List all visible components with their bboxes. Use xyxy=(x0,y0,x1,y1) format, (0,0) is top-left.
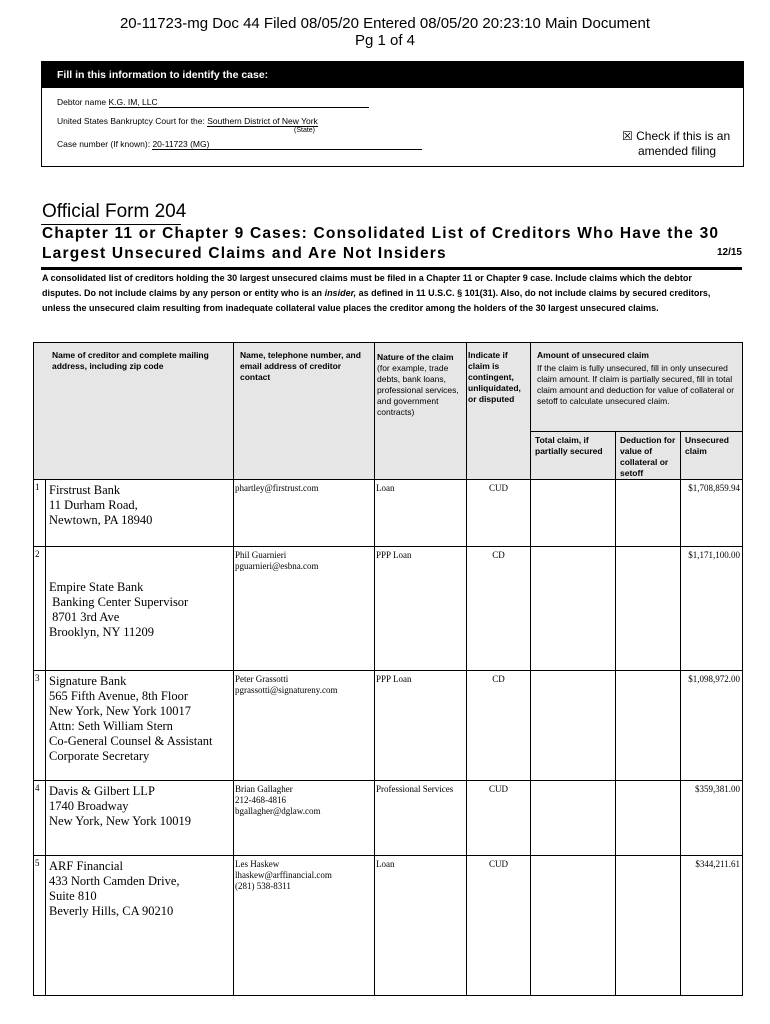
total-claim xyxy=(531,856,616,996)
table-row xyxy=(34,547,743,671)
total-claim xyxy=(531,781,616,856)
header-nature-bold: Nature of the claim xyxy=(377,352,454,362)
header-contact: Name, telephone number, and email address of creditor contact xyxy=(234,343,375,480)
creditor-address: ARF Financial 433 North Camden Drive, Suite 810 Beverly Hills, CA 90210 xyxy=(46,856,234,996)
creditor-address: Empire State Bank Banking Center Supervisor 8701 3rd Ave Brooklyn, NY 11209 xyxy=(46,547,234,671)
claim-indicator: CD xyxy=(467,671,531,781)
claim-nature: PPP Loan xyxy=(375,671,467,781)
claim-nature: PPP Loan xyxy=(375,547,467,671)
row-number: 5 xyxy=(34,856,46,996)
header-amount-title: Amount of unsecured claim xyxy=(537,350,649,360)
table-row xyxy=(34,480,743,547)
creditor-contact: Les Haskew lhaskew@arffinancial.com (281) 538-8311 xyxy=(234,856,375,996)
unsecured-claim: $1,708,859.94 xyxy=(681,480,743,547)
claim-indicator: CUD xyxy=(467,856,531,996)
case-number-value: 20-11723 (MG) xyxy=(152,139,422,150)
header-unsecured: Unsecured claim xyxy=(681,432,743,480)
unsecured-claim: $359,381.00 xyxy=(681,781,743,856)
form-name: Official Form 204 xyxy=(42,201,187,222)
header-amount-desc: If the claim is fully unsecured, fill in only unsecured claim amount. If claim is partially secured, fill in total claim amount and deduction for value of collateral or setoff to calculate unsecured claim. xyxy=(537,363,735,406)
intro-paragraph xyxy=(42,271,730,316)
claim-indicator: CUD xyxy=(467,781,531,856)
debtor-name-field xyxy=(57,97,369,108)
case-info-heading: Fill in this information to identify the case: xyxy=(42,62,743,88)
total-claim xyxy=(531,671,616,781)
title-line-2: Largest Unsecured Claims and Are Not Insiders xyxy=(42,245,447,262)
intro-insider: insider, xyxy=(324,288,357,298)
table-row xyxy=(34,781,743,856)
unsecured-claim: $1,171,100.00 xyxy=(681,547,743,671)
form-version: 12/15 xyxy=(716,247,742,258)
creditor-address: Firstrust Bank 11 Durham Road, Newtown, PA 18940 xyxy=(46,480,234,547)
case-number-field xyxy=(57,139,422,150)
deduction xyxy=(616,856,681,996)
header-amount xyxy=(531,343,743,432)
row-number: 2 xyxy=(34,547,46,671)
intro-text-a: A consolidated list of creditors holding the 30 largest unsecured claims must be filed in a Chapter 11 or Chapter 9 case. Include claims which the debtor disputes. Do not include claims by any person or entity who is an xyxy=(42,273,692,298)
page-number: Pg 1 of 4 xyxy=(354,32,416,49)
claim-indicator: CUD xyxy=(467,480,531,547)
header-deduction: Deduction for value of collateral or setoff xyxy=(616,432,681,480)
claim-nature: Loan xyxy=(375,480,467,547)
claim-indicator: CD xyxy=(467,547,531,671)
total-claim xyxy=(531,480,616,547)
deduction xyxy=(616,781,681,856)
header-creditor: Name of creditor and complete mailing address, including zip code xyxy=(34,343,234,480)
creditor-address: Davis & Gilbert LLP 1740 Broadway New York, New York 10019 xyxy=(46,781,234,856)
creditor-contact: phartley@firstrust.com xyxy=(234,480,375,547)
header-indicate: Indicate if claim is contingent, unliquidated, or disputed xyxy=(467,343,531,480)
case-number-label: Case number (If known): xyxy=(57,139,153,149)
unsecured-claim: $344,211.61 xyxy=(681,856,743,996)
title-line-1: Chapter 11 or Chapter 9 Cases: Consolidated List of Creditors Who Have the 30 xyxy=(42,225,720,242)
creditor-contact: Brian Gallagher 212-468-4816 bgallagher@dglaw.com xyxy=(234,781,375,856)
row-number: 3 xyxy=(34,671,46,781)
creditor-contact: Phil Guarnieri pguarnieri@esbna.com xyxy=(234,547,375,671)
amended-line1: Check if this is an xyxy=(636,129,731,143)
state-hint: (State) xyxy=(294,127,316,134)
row-number: 1 xyxy=(34,480,46,547)
claim-nature: Professional Services xyxy=(375,781,467,856)
unsecured-claim: $1,098,972.00 xyxy=(681,671,743,781)
checkbox-checked-icon[interactable]: ☒ xyxy=(622,129,633,143)
debtor-name-label: Debtor name xyxy=(57,97,109,107)
intro-text-b: as defined in 11 U.S.C. § 101(31). Also, do not include claims by secured creditors, unless the unsecured claim resulting from inadequate collateral value places the creditor among the holders of the 30 largest unsecured claims. xyxy=(42,288,711,313)
form-main-title xyxy=(42,224,742,264)
table-row xyxy=(34,856,743,996)
court-label: United States Bankruptcy Court for the: xyxy=(57,116,208,126)
court-value: Southern District of New York xyxy=(207,116,318,126)
creditor-address: Signature Bank 565 Fifth Avenue, 8th Floor New York, New York 10017 Attn: Seth William Stern Co-General Counsel & Assistant Corporate Secretary xyxy=(46,671,234,781)
row-number: 4 xyxy=(34,781,46,856)
claim-nature: Loan xyxy=(375,856,467,996)
filing-header-line: 20-11723-mg Doc 44 Filed 08/05/20 Entered 08/05/20 20:23:10 Main Document xyxy=(119,15,651,32)
amended-line2: amended filing xyxy=(638,144,717,158)
creditor-contact: Peter Grassotti pgrassotti@signatureny.com xyxy=(234,671,375,781)
creditors-table xyxy=(33,342,743,996)
total-claim xyxy=(531,547,616,671)
header-nature xyxy=(375,343,467,480)
deduction xyxy=(616,547,681,671)
court-field xyxy=(57,116,318,127)
header-nature-rest: (for example, trade debts, bank loans, professional services, and government contracts) xyxy=(377,363,459,417)
section-divider xyxy=(41,267,742,270)
debtor-name-value: K.G. IM, LLC xyxy=(109,97,369,108)
table-row xyxy=(34,671,743,781)
deduction xyxy=(616,671,681,781)
deduction xyxy=(616,480,681,547)
header-total-claim: Total claim, if partially secured xyxy=(531,432,616,480)
amended-filing-checkbox[interactable] xyxy=(622,129,730,159)
